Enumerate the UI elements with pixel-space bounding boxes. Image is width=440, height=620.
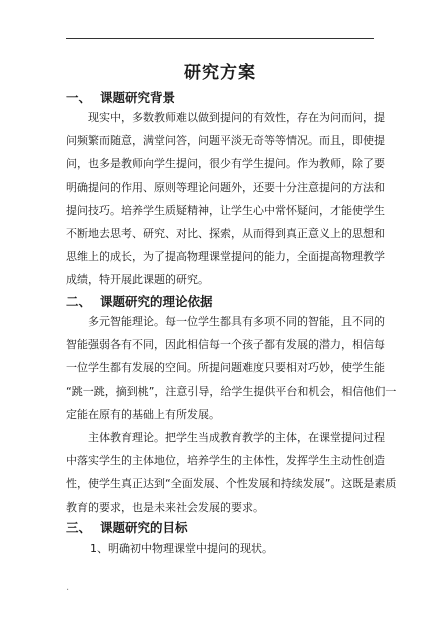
text-line: 中落实学生的主体地位，培养学生的主体性，发挥学生主动性创造 — [66, 454, 385, 468]
text-line: 明确提问的作用、原则等理论问题外，还要十分注意提问的方法和 — [66, 180, 385, 194]
document-title: 研究方案 — [184, 63, 256, 83]
text-line: “跳一跳，摘到桃”，注意引导，给学生提供平台和机会，相信他们一 — [66, 384, 397, 398]
section-heading-3 — [66, 518, 188, 536]
text-line: 主体教育理论。把学生当成教育教学的主体，在课堂提问过程 — [88, 431, 385, 444]
text-line: 问，也多是教师向学生提问，很少有学生提问。作为教师，除了要 — [66, 157, 385, 171]
text-line: 思维上的成长，为了提高物理课堂提问的能力，全面提高物理教学 — [66, 250, 385, 264]
section-number: 三、 — [66, 520, 92, 535]
text-line: 不断地去思考、研究、对比、探索，从而得到真正意义上的思想和 — [66, 227, 385, 241]
text-line: 多元智能理论。每一位学生都具有多项不同的智能，且不同的 — [88, 315, 385, 328]
text-line: 一位学生都有发展的空间。所提问题难度只要相对巧妙，使学生能 — [66, 361, 385, 375]
text-line: 定能在原有的基础上有所发展。 — [66, 407, 220, 421]
text-line: 成绩，特开展此课题的研究。 — [66, 273, 209, 287]
footer-mark: . — [66, 582, 70, 593]
section-heading-1 — [66, 88, 175, 106]
text-line: 问频繁而随意，满堂问答，问题平淡无奇等等情况。而且，即使提 — [66, 134, 385, 148]
text-line: 智能强弱各有不同，因此相信每一个孩子都有发展的潜力，相信每 — [66, 338, 385, 352]
goal-item-1: 1、明确初中物理课堂中提问的现状。 — [90, 542, 273, 555]
section-title: 课题研究背景 — [100, 90, 176, 105]
header-rule — [66, 38, 374, 39]
paragraph-multiple-intelligence — [66, 310, 397, 426]
section-number: 二、 — [66, 294, 92, 309]
text-line: 提问技巧。培养学生质疑精神，让学生心中常怀疑问，才能使学生 — [66, 203, 385, 217]
paragraph-background — [66, 106, 385, 292]
text-line: 教育的要求，也是未来社会发展的要求。 — [66, 500, 264, 514]
section-title: 课题研究的目标 — [100, 520, 188, 535]
section-title: 课题研究的理论依据 — [100, 294, 213, 309]
section-heading-2 — [66, 292, 213, 310]
section-number: 一、 — [66, 90, 92, 105]
paragraph-subject-education — [66, 426, 397, 519]
text-line: 性，使学生真正达到“全面发展、个性发展和持续发展”。这既是素质 — [66, 477, 397, 491]
text-line: 现实中，多数教师难以做到提问的有效性，存在为问而问，提 — [88, 111, 385, 124]
